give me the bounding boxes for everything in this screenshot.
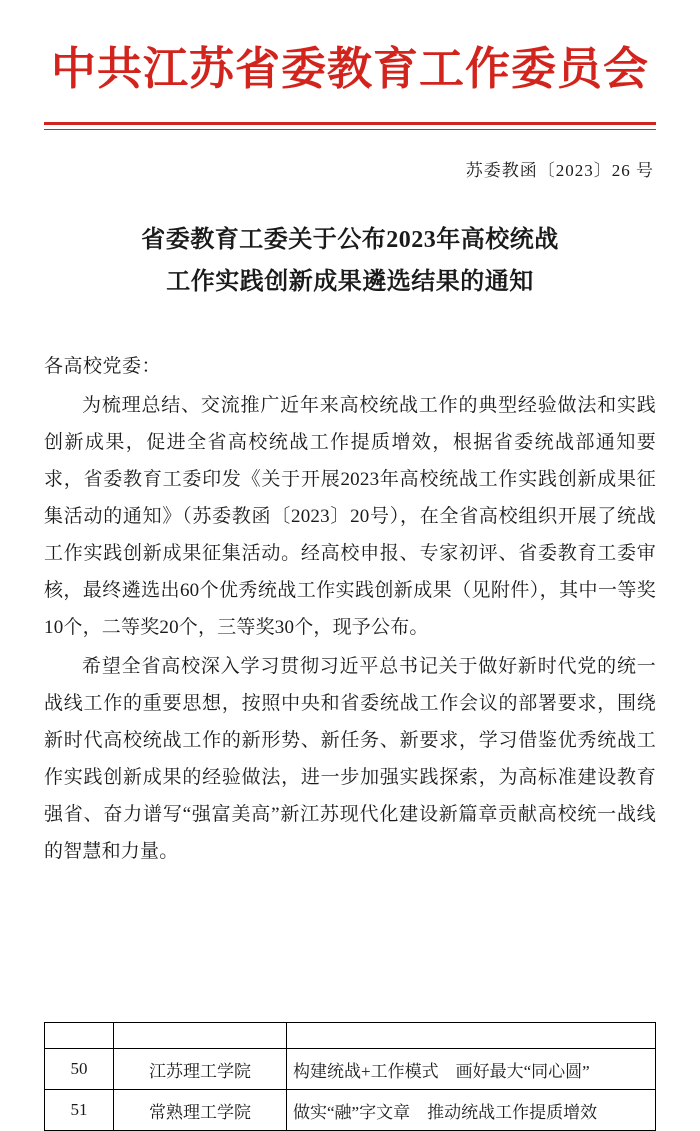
page-title-line-2: 工作实践创新成果遴选结果的通知 [166,268,534,295]
issuing-organization: 中共江苏省委教育工作委员会 [50,44,649,94]
masthead [44,0,656,130]
table-row [45,1023,656,1049]
cell-achievement: 做实“融”字文章 推动统战工作提质增效 [287,1090,656,1131]
cell-school [114,1023,287,1049]
award-table-container [44,1022,656,1131]
award-table [44,1022,656,1131]
table-row [45,1090,656,1131]
cell-school: 常熟理工学院 [114,1090,287,1131]
masthead-rule-thick [44,122,656,125]
page-title [44,219,656,303]
cell-number: 51 [45,1090,114,1131]
page-title-line-1: 省委教育工委关于公布2023年高校统战 [141,226,559,253]
salutation: 各高校党委： [44,355,162,377]
cell-school: 江苏理工学院 [114,1049,287,1090]
table-row [45,1049,656,1090]
body-paragraph-1: 为梳理总结、交流推广近年来高校统战工作的典型经验做法和实践创新成果，促进全省高校统战工作提质增效，根据省委统战部通知要求，省委教育工委印发《关于开展2023年高校统战工作实践创新成果征集活动的通知》（苏委教函〔2023〕20号），在全省高校组织开展了统战工作实践创新成果征集活动。经高校申报、专家初评、省委教育工委审核，最终遴选出60个优秀统战工作实践创新成果（见附件），其中一等奖10个，二等奖20个，三等奖30个，现予公布。 [44,394,656,639]
masthead-rule-thin [44,129,656,130]
cell-number: 50 [45,1049,114,1090]
document-number: 苏委教函〔2023〕26 号 [465,160,654,180]
cell-achievement: 构建统战+工作模式 画好最大“同心圆” [287,1049,656,1090]
cell-number [45,1023,114,1049]
body-paragraph-2: 希望全省高校深入学习贯彻习近平总书记关于做好新时代党的统一战线工作的重要思想，按照中央和省委统战工作会议的部署要求，围绕新时代高校统战工作的新形势、新任务、新要求，学习借鉴优秀统战工作实践创新成果的经验做法，进一步加强实践探索，为高标准建设教育强省、奋力谱写“强富美高”新江苏现代化建设新篇章贡献高校统一战线的智慧和力量。 [44,656,656,863]
cell-achievement [287,1023,656,1049]
